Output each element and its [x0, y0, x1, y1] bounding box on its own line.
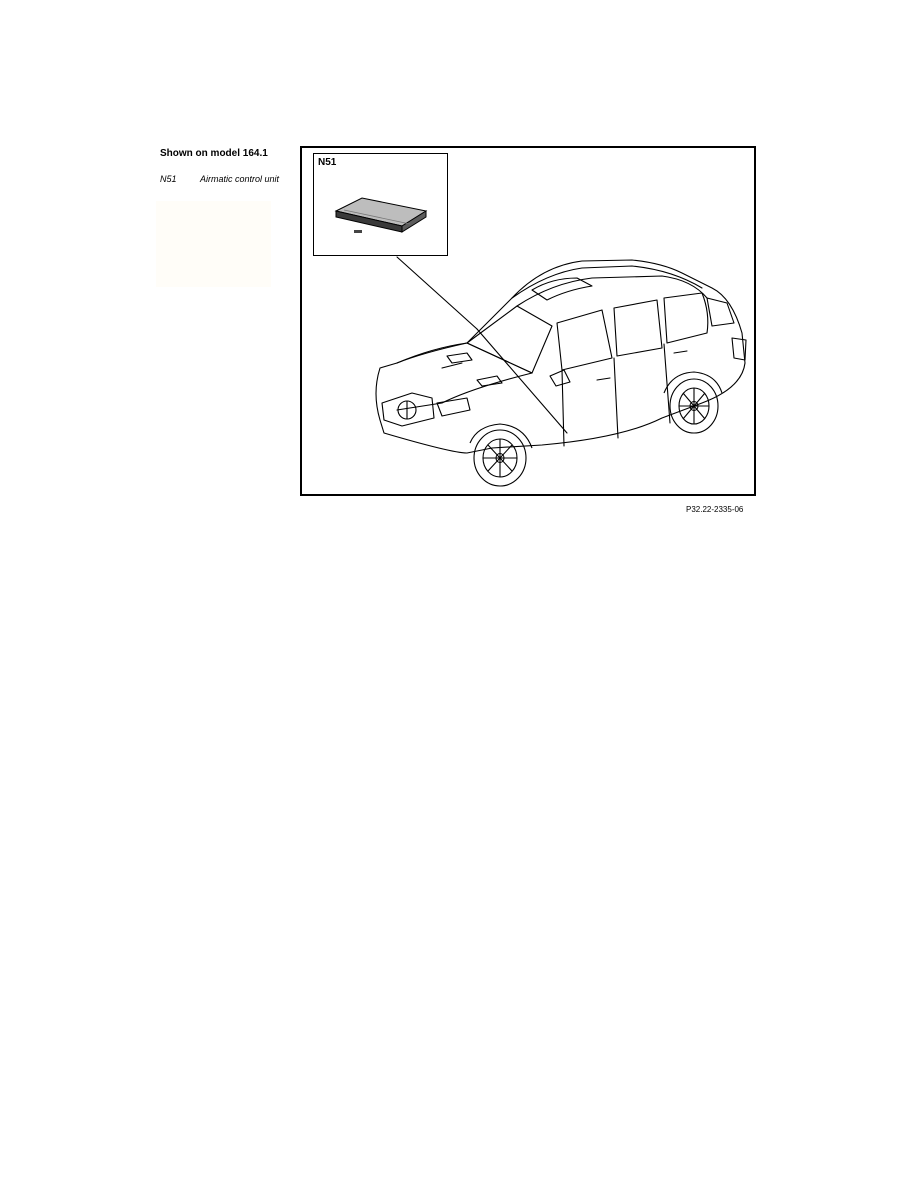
figure-reference: P32.22-2335-06 — [686, 505, 744, 514]
legend-item-description: Airmatic control unit — [200, 174, 280, 184]
legend-item-code: N51 — [160, 174, 177, 184]
legend-title: Shown on model 164.1 — [160, 148, 268, 159]
leader-line — [397, 257, 477, 329]
vehicle-figure — [300, 146, 756, 496]
inset-detail — [313, 153, 448, 256]
legend-item — [160, 174, 279, 184]
control-unit-module-icon — [314, 154, 447, 255]
note-box — [156, 201, 271, 287]
inset-label: N51 — [318, 157, 337, 168]
